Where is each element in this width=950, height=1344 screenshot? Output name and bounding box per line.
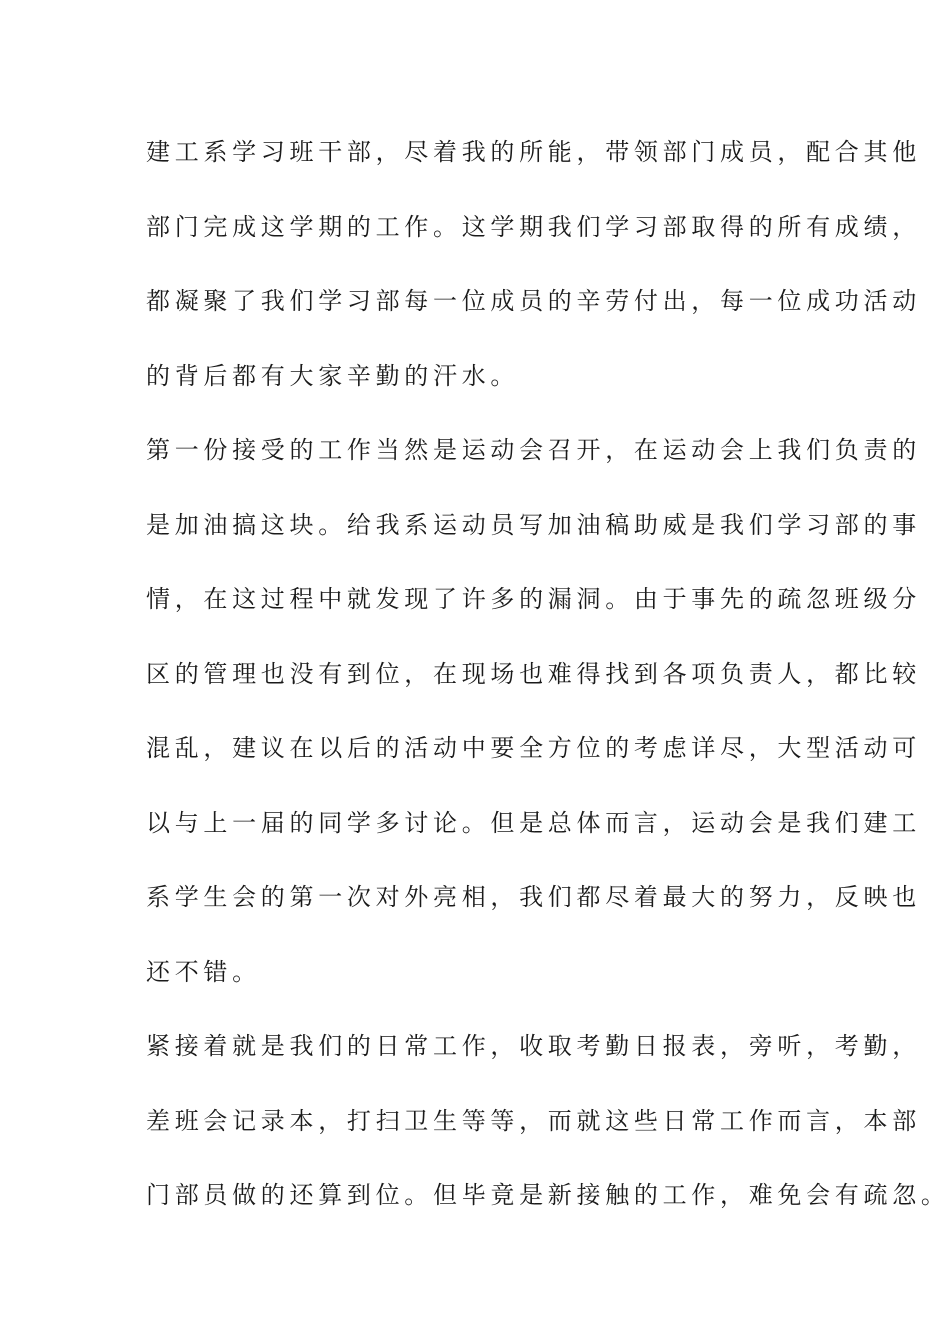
text-line: 第一份接受的工作当然是运动会召开，在运动会上我们负责的 <box>146 436 921 464</box>
text-line: 部门完成这学期的工作。这学期我们学习部取得的所有成绩， <box>146 213 921 241</box>
text-line: 以与上一届的同学多讨论。但是总体而言，运动会是我们建工 <box>146 809 921 837</box>
text-line: 系学生会的第一次对外亮相，我们都尽着最大的努力，反映也 <box>146 883 921 911</box>
text-line: 都凝聚了我们学习部每一位成员的辛劳付出，每一位成功活动 <box>146 287 921 315</box>
text-line: 还不错。 <box>146 958 261 986</box>
text-line: 混乱，建议在以后的活动中要全方位的考虑详尽，大型活动可 <box>146 734 921 762</box>
text-line: 情，在这过程中就发现了许多的漏洞。由于事先的疏忽班级分 <box>146 585 921 613</box>
text-line: 的背后都有大家辛勤的汗水。 <box>146 362 520 390</box>
text-line: 紧接着就是我们的日常工作，收取考勤日报表，旁听，考勤， <box>146 1032 921 1060</box>
text-line: 是加油搞这块。给我系运动员写加油稿助威是我们学习部的事 <box>146 511 921 539</box>
text-line: 建工系学习班干部，尽着我的所能，带领部门成员，配合其他 <box>146 138 921 166</box>
text-line: 差班会记录本，打扫卫生等等，而就这些日常工作而言，本部 <box>146 1107 921 1135</box>
text-line: 区的管理也没有到位，在现场也难得找到各项负责人，都比较 <box>146 660 921 688</box>
text-line: 门部员做的还算到位。但毕竟是新接触的工作，难免会有疏忽。 <box>146 1181 950 1209</box>
